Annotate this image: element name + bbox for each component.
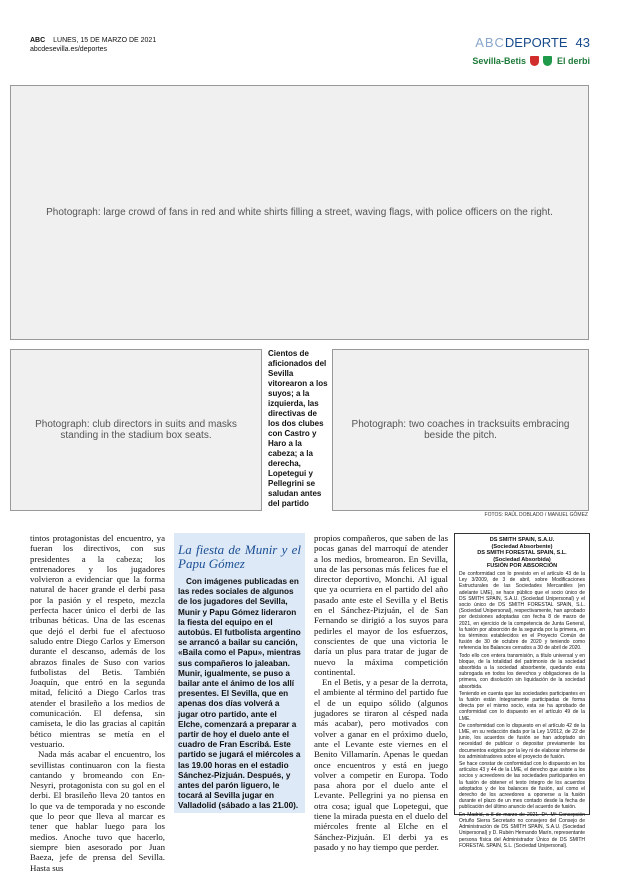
section-name: DEPORTE	[504, 35, 568, 50]
section-header	[472, 34, 590, 66]
page-number: 43	[575, 35, 590, 50]
legal-paragraph: Teniendo en cuenta que las sociedades participantes en la fusión están íntegramente participadas de forma directa por el mismo socio, esta se ha aprobado de conformidad con lo dispuesto en el artículo 49 de la LME.	[459, 690, 585, 722]
header-meta	[30, 36, 156, 54]
article-paragraph: Nada más acabar el encuentro, los sevillistas continuaron con la fiesta cantando y bromeando con En-Nesyri, protagonista con su gol en el derbi. El brasileño lleva 20 tantos en lo que va de temporada y no esconde que lo peor que lleva al marcar es tener que hablar luego para los medios. Anoche tuvo que hacerlo, siempre bien asesorado por Juan Baeza, jefe de prensa del Sevilla. Hasta sus	[30, 749, 165, 873]
legal-heading: FUSIÓN POR ABSORCIÓN	[486, 563, 558, 570]
section-title	[475, 35, 567, 50]
legal-subtitle: (Sociedad Absorbida)	[493, 556, 551, 563]
betis-crest-icon	[543, 56, 552, 66]
legal-paragraph: En Madrid, a 8 de marzo de 2021. Dª. Mª Concepción Ortuño Sierra Secretario no consejero del Consejo de Administración de DS SMITH SPAIN, S.A.U. (Sociedad Unipersonal) y D. Rubén Hernando Marín, representante persona física del Administrador Único de DS SMITH FORESTAL SPAIN, S.L. (Sociedad Unipersonal).	[459, 811, 585, 849]
legal-paragraph: Todo ello con entera transmisión, a título universal y en bloque, de la totalidad del patrimonio de la sociedad absorbida a la sociedad absorbente, quedando esta subrogada en todos los derechos y obligaciones de la primera, con disolución sin liquidación de la sociedad absorbida.	[459, 652, 585, 690]
photo-credit: FOTOS: RAÚL DOBLADO / MANUEL GÓMEZ	[484, 512, 588, 518]
article-paragraph: tintos protagonistas del encuentro, ya fueran los directivos, con sus presidentes a la cabeza; los entrenadores y los jugadores volvieron a evidenciar que la forma natural de hacer grande el derbi pasa por la pasión y el respeto, mezcla perfecta hacer único el derbi de las tribunas béticas. Una de las escenas que dejó el derbi fue el afectuoso saludo entre Diego Carlos y Emerson durante el descanso, además de los abrazos finales de Suso con varios futbolistas del Betis. También Joaquín, que entró en la segunda mitad, felicitó a Diego Carlos tras atender el brasileño a los medios de comunicación. El defensa, sin camiseta, le dio las gracias al capitán bético mientras se metía en el vestuario.	[30, 533, 165, 749]
sevilla-crest-icon	[530, 56, 539, 66]
legal-paragraph: Se hace constar de conformidad con lo dispuesto en los artículos 43 y 44 de la LME, el derecho que asiste a los socios y acreedores de las sociedades participantes en la fusión de obtener el texto íntegro de los acuerdos adoptados y de los balances de fusión, así como el derecho de los acreedores a oponerse a la fusión durante el plazo de un mes contado desde la fecha de publicación del último anuncio del acuerdo de fusión.	[459, 761, 585, 811]
photo-caption: Cientos de aficionados del Sevilla vitorearon a los suyos; a la izquierda, las directivas de los dos clubes con Castro y Haro a la cabeza; a la derecha, Lopetegui y Pellegrini se saludan antes del partido	[268, 349, 328, 508]
legal-subtitle: (Sociedad Absorbente)	[491, 543, 553, 550]
left-photo-placeholder: Photograph: club directors in suits and masks standing in the stadium box seats.	[10, 349, 262, 511]
page-header	[30, 30, 590, 70]
legal-notice	[454, 533, 590, 849]
article-paragraph: En el Betis, y a pesar de la derrota, el ambiente al término del partido fue el de un equipo sólido (algunos jugadores se tiraron al césped nada más acabar), pero motivados con volver a ganar en el próximo duelo, ante el Levante este viernes en el Benito Villamarín. Apenas le quedan once encuentros y está en juego volver a competir en Europa. Todo pasa ahora por el duelo ante el Levante. Pellegrini ya no piensa en otra cosa; igual que Lopetegui, que tiene la mirada puesta en el duelo del miércoles frente al Elche en el Sánchez-Pizjuán. El derbi ya es pasado y no hay tiempo que perder.	[314, 677, 448, 852]
sidebar-box	[174, 533, 305, 813]
site-url: abcdesevilla.es/deportes	[30, 46, 108, 53]
match-subhead	[472, 56, 590, 66]
subhead-left: Sevilla-Betis	[472, 56, 526, 66]
legal-paragraph: De conformidad con lo dispuesto en el artículo 42 de la LME, en su redacción dada por la Ley 1/2012, de 22 de junio, los acuerdos de fusión se han adoptado sin necesidad de publicar o depositar previamente los documentos exigidos por la ley ni de elaborar informe de los administradores sobre el proyecto de fusión.	[459, 722, 585, 760]
article-column-3	[314, 533, 448, 852]
article-column-1	[30, 533, 165, 873]
section-brand: ABC	[475, 35, 505, 50]
legal-paragraph: De conformidad con lo previsto en el artículo 43 de la Ley 3/2009, de 3 de abril, sobre Modificaciones Estructurales de las Sociedades Mercantiles (en adelante LME), se hace público que el socio único de DS SMITH SPAIN, S.A.U. (Sociedad Unipersonal) y el socio único de DS SMITH FORESTAL SPAIN, S.L. (Sociedad Unipersonal), respectivamente, han aprobado por decisiones adoptadas con fecha 8 de marzo de 2021, en ejercicio de la competencia de Junta General, la fusión por absorción de la segunda por la primera, en los términos establecidos en el Proyecto Común de fusión de 30 de octubre de 2020 y teniendo como referencia los Balances cerrados a 30 de abril de 2020.	[459, 570, 585, 652]
right-photo-placeholder: Photograph: two coaches in tracksuits embracing beside the pitch.	[332, 349, 589, 511]
main-photo-placeholder: Photograph: large crowd of fans in red and white shirts filling a street, waving flags, with police officers on the right.	[10, 85, 589, 340]
brand-name: ABC	[30, 37, 46, 44]
legal-title: DS SMITH FORESTAL SPAIN, S.L.	[477, 550, 567, 557]
article-paragraph: propios compañeros, que saben de las pocas ganas del marroquí de atender a los medios, bromearon. En Sevilla, una de las personas más felices fue el director deportivo, Monchi. Al igual que ya ocurriera en el partido del año pasado ante este el Sevilla y el Betis en el Sánchez-Pizjuán, el de San Fernando se dirigió a los suyos para pedirles el mayor de los esfuerzos, conscientes de que una victoria le daría un plus para tratar de jugar de nuevo la máxima competición continental.	[314, 533, 448, 677]
subhead-right: El derbi	[556, 56, 590, 66]
box-title: La fiesta de Munir y el Papu Gómez	[178, 542, 301, 571]
box-text: Con imágenes publicadas en las redes sociales de algunos de los jugadores del Sevilla, Munir y Papu Gómez lideraron la fiesta del equipo en el autobús. El futbolista argentino se arrancó a bailar su canción, «Baila como el Papu», mientras sus compañeros lo jaleaban. Munir, igualmente, se puso a bailar ante el ánimo de los allí presentes. El Sevilla, que en apenas dos días volverá a jugar otro partido, ante el Elche, comenzará a preparar a partir de hoy el duelo ante el cuadro de Fran Escribá. Este partido se jugará el miércoles a las 19.00 horas en el estadio Sánchez-Pizjuán. Después, y antes del parón liguero, le tocará al Sevilla jugar en Valladolid (sábado a las 21.00).	[178, 577, 301, 811]
issue-date: LUNES, 15 DE MARZO DE 2021	[53, 37, 157, 44]
legal-title: DS SMITH SPAIN, S.A.U.	[489, 537, 555, 543]
